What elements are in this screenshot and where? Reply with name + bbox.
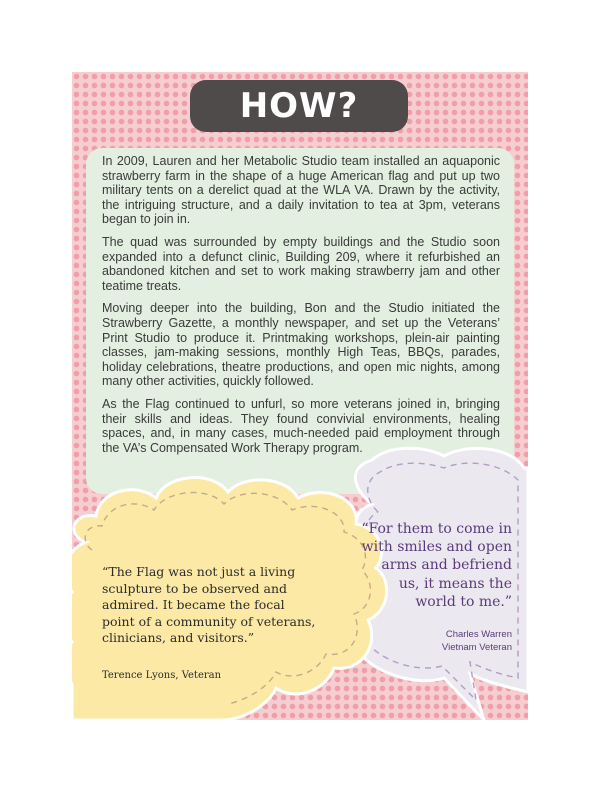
right-quote-text: “For them to come in with smiles and open arms and befriend us, it means the world to me.” [361,521,512,610]
right-quote-attribution [390,628,512,654]
page-title: HOW? [239,86,359,126]
right-quote-attribution-role: Vietnam Veteran [441,642,512,653]
body-paragraph-2: The quad was surrounded by empty buildings and the Studio soon expanded into a defunct clinic, Building 209, where it refurbished an abandoned kitchen and set to work making strawberry jam and other teatime treats. [102,234,500,293]
page-card [72,72,528,720]
left-quote-attribution: Terence Lyons, Veteran [102,670,222,681]
body-paragraph-4: As the Flag continued to unfurl, so more veterans joined in, bringing their skills and ideas. They found convivial environments, healing spaces, and, in many cases, much-needed paid employment through the VA’s Compensated Work Therapy program. [102,396,500,455]
left-quote-text: “The Flag was not just a living sculpture to be observed and admired. It became the focal point of a community of veterans, clinicians, and visitors.” [102,564,316,645]
right-quote-attribution-name: Charles Warren [445,629,512,640]
body-paragraph-1: In 2009, Lauren and her Metabolic Studio team installed an aquaponic strawberry farm in the shape of a huge American flag and put up two military tents on a derelict quad at the WLA VA. Drawn by the activity, the intriguing structure, and a daily invitation to tea at 3pm, veterans began to join in. [102,154,500,227]
body-paragraph-3: Moving deeper into the building, Bon and the Studio initiated the Strawberry Gazette, a monthly newspaper, and set up the Veterans’ Print Studio to produce it. Printmaking workshops, plein-air painting classes, jam-making sessions, monthly High Teas, BBQs, parades, holiday celebrations, theatre productions, and open mic nights, among many other activities, quickly followed. [102,301,500,389]
